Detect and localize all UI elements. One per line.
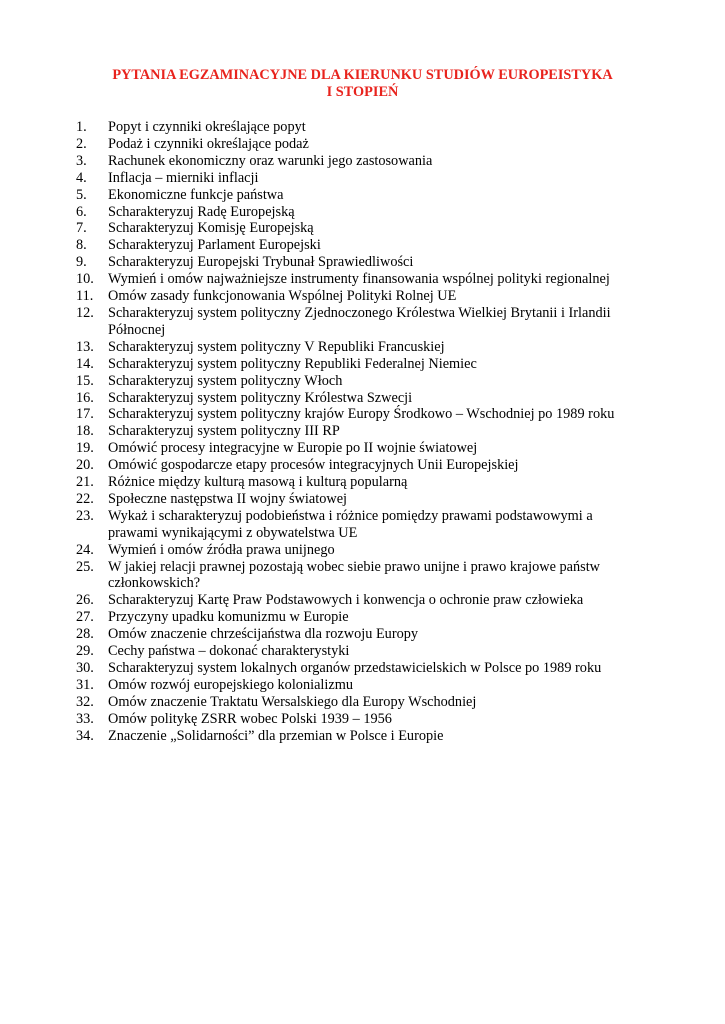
question-text: Scharakteryzuj Kartę Praw Podstawowych i konwencja o ochronie praw człowieka xyxy=(108,592,584,609)
question-number: 1. xyxy=(76,119,87,135)
question-text: Scharakteryzuj Radę Europejską xyxy=(108,203,295,220)
question-text: W jakiej relacji prawnej pozostają wobec siebie prawo unijne i prawo krajowe państw członkowskich? xyxy=(108,558,601,592)
question-item xyxy=(76,609,636,626)
question-item xyxy=(76,288,636,305)
question-number: 17. xyxy=(76,406,94,423)
question-item xyxy=(76,187,636,204)
question-text: Scharakteryzuj Parlament Europejski xyxy=(108,237,321,254)
question-item xyxy=(76,542,636,559)
question-number: 10. xyxy=(76,271,94,288)
question-number: 24. xyxy=(76,541,94,558)
question-item xyxy=(76,423,636,440)
question-text: Scharakteryzuj system polityczny III RP xyxy=(108,423,340,440)
question-item xyxy=(76,356,636,373)
question-number: 16. xyxy=(76,389,94,406)
question-text: Popyt i czynniki określające popyt xyxy=(108,119,306,135)
question-number: 6. xyxy=(76,203,87,220)
question-item xyxy=(76,660,636,677)
question-number: 14. xyxy=(76,355,94,372)
question-number: 4. xyxy=(76,169,87,186)
question-text: Omów znaczenie chrześcijaństwa dla rozwoju Europy xyxy=(108,626,419,643)
question-item xyxy=(76,305,636,339)
question-text: Scharakteryzuj system polityczny Królestwa Szwecji xyxy=(108,389,413,406)
question-number: 29. xyxy=(76,643,94,660)
question-item xyxy=(76,237,636,254)
question-text: Znaczenie „Solidarności” dla przemian w Polsce i Europie xyxy=(108,727,444,744)
question-text: Scharakteryzuj Komisję Europejską xyxy=(108,220,314,237)
question-item xyxy=(76,406,636,423)
document-title-line-2: I STOPIEŃ xyxy=(326,84,399,100)
question-text: Przyczyny upadku komunizmu w Europie xyxy=(108,609,349,626)
question-number: 32. xyxy=(76,693,94,710)
question-text: Omów znaczenie Traktatu Wersalskiego dla Europy Wschodniej xyxy=(108,693,477,710)
question-text: Wymień i omów źródła prawa unijnego xyxy=(108,541,335,558)
question-text: Rachunek ekonomiczny oraz warunki jego zastosowania xyxy=(108,152,433,169)
question-number: 26. xyxy=(76,592,94,609)
question-number: 31. xyxy=(76,676,94,693)
question-item xyxy=(76,728,636,745)
question-item xyxy=(76,339,636,356)
question-text: Scharakteryzuj system polityczny Republiki Federalnej Niemiec xyxy=(108,355,477,372)
question-text: Podaż i czynniki określające podaż xyxy=(108,135,309,152)
question-number: 23. xyxy=(76,507,94,524)
question-text: Omówić gospodarcze etapy procesów integracyjnych Unii Europejskiej xyxy=(108,457,519,474)
question-text: Scharakteryzuj system polityczny Zjednoczonego Królestwa Wielkiej Brytanii i Irlandii Północnej xyxy=(108,304,611,338)
question-text: Wymień i omów najważniejsze instrumenty finansowania wspólnej polityki regionalnej xyxy=(108,271,610,288)
question-item xyxy=(76,711,636,728)
question-number: 22. xyxy=(76,490,94,507)
question-item xyxy=(76,491,636,508)
question-item xyxy=(76,390,636,407)
question-number: 13. xyxy=(76,338,94,355)
question-text: Scharakteryzuj system polityczny V Republiki Francuskiej xyxy=(108,338,445,355)
question-item xyxy=(76,204,636,221)
question-text: Wykaż i scharakteryzuj podobieństwa i różnice pomiędzy prawami podstawowymi a prawami wynikającymi z obywatelstwa UE xyxy=(108,507,593,541)
question-number: 18. xyxy=(76,423,94,440)
question-text: Społeczne następstwa II wojny światowej xyxy=(108,490,348,507)
question-text: Ekonomiczne funkcje państwa xyxy=(108,186,284,203)
question-number: 34. xyxy=(76,727,94,744)
question-text: Omówić procesy integracyjne w Europie po II wojnie światowej xyxy=(108,440,478,457)
question-item xyxy=(76,119,636,136)
question-item xyxy=(76,254,636,271)
question-item xyxy=(76,220,636,237)
question-number: 7. xyxy=(76,220,87,237)
question-text: Inflacja – mierniki inflacji xyxy=(108,169,259,186)
question-text: Różnice między kulturą masową i kulturą popularną xyxy=(108,474,408,491)
question-text: Cechy państwa – dokonać charakterystyki xyxy=(108,643,350,660)
question-item xyxy=(76,474,636,491)
question-number: 2. xyxy=(76,135,87,152)
question-text: Omów zasady funkcjonowania Wspólnej Polityki Rolnej UE xyxy=(108,288,457,305)
question-number: 21. xyxy=(76,474,94,491)
question-item xyxy=(76,271,636,288)
question-number: 11. xyxy=(76,288,94,305)
question-text: Scharakteryzuj system polityczny Włoch xyxy=(108,372,343,389)
question-text: Scharakteryzuj system lokalnych organów przedstawicielskich w Polsce po 1989 roku xyxy=(108,660,602,676)
question-number: 28. xyxy=(76,626,94,643)
question-item xyxy=(76,136,636,153)
question-number: 30. xyxy=(76,660,94,676)
question-item xyxy=(76,592,636,609)
question-item xyxy=(76,559,636,593)
question-item xyxy=(76,153,636,170)
question-text: Scharakteryzuj Europejski Trybunał Sprawiedliwości xyxy=(108,254,414,271)
question-number: 3. xyxy=(76,152,87,169)
question-item xyxy=(76,643,636,660)
question-number: 19. xyxy=(76,440,94,457)
question-text: Omów rozwój europejskiego kolonializmu xyxy=(108,676,353,693)
question-item xyxy=(76,373,636,390)
question-number: 5. xyxy=(76,186,87,203)
question-number: 8. xyxy=(76,237,87,254)
question-number: 20. xyxy=(76,457,94,474)
question-item xyxy=(76,508,636,542)
question-number: 33. xyxy=(76,710,94,727)
question-item xyxy=(76,694,636,711)
question-number: 25. xyxy=(76,558,94,575)
question-number: 27. xyxy=(76,609,94,626)
question-text: Omów politykę ZSRR wobec Polski 1939 – 1956 xyxy=(108,710,392,727)
question-item xyxy=(76,457,636,474)
question-item xyxy=(76,677,636,694)
question-item xyxy=(76,626,636,643)
question-item xyxy=(76,170,636,187)
question-item xyxy=(76,440,636,457)
document-title-line-1: PYTANIA EGZAMINACYJNE DLA KIERUNKU STUDIÓW EUROPEISTYKA xyxy=(112,67,613,83)
question-text: Scharakteryzuj system polityczny krajów Europy Środkowo – Wschodniej po 1989 roku xyxy=(108,406,615,423)
question-number: 12. xyxy=(76,304,94,321)
question-number: 15. xyxy=(76,372,94,389)
question-list xyxy=(76,119,636,745)
question-number: 9. xyxy=(76,254,87,271)
